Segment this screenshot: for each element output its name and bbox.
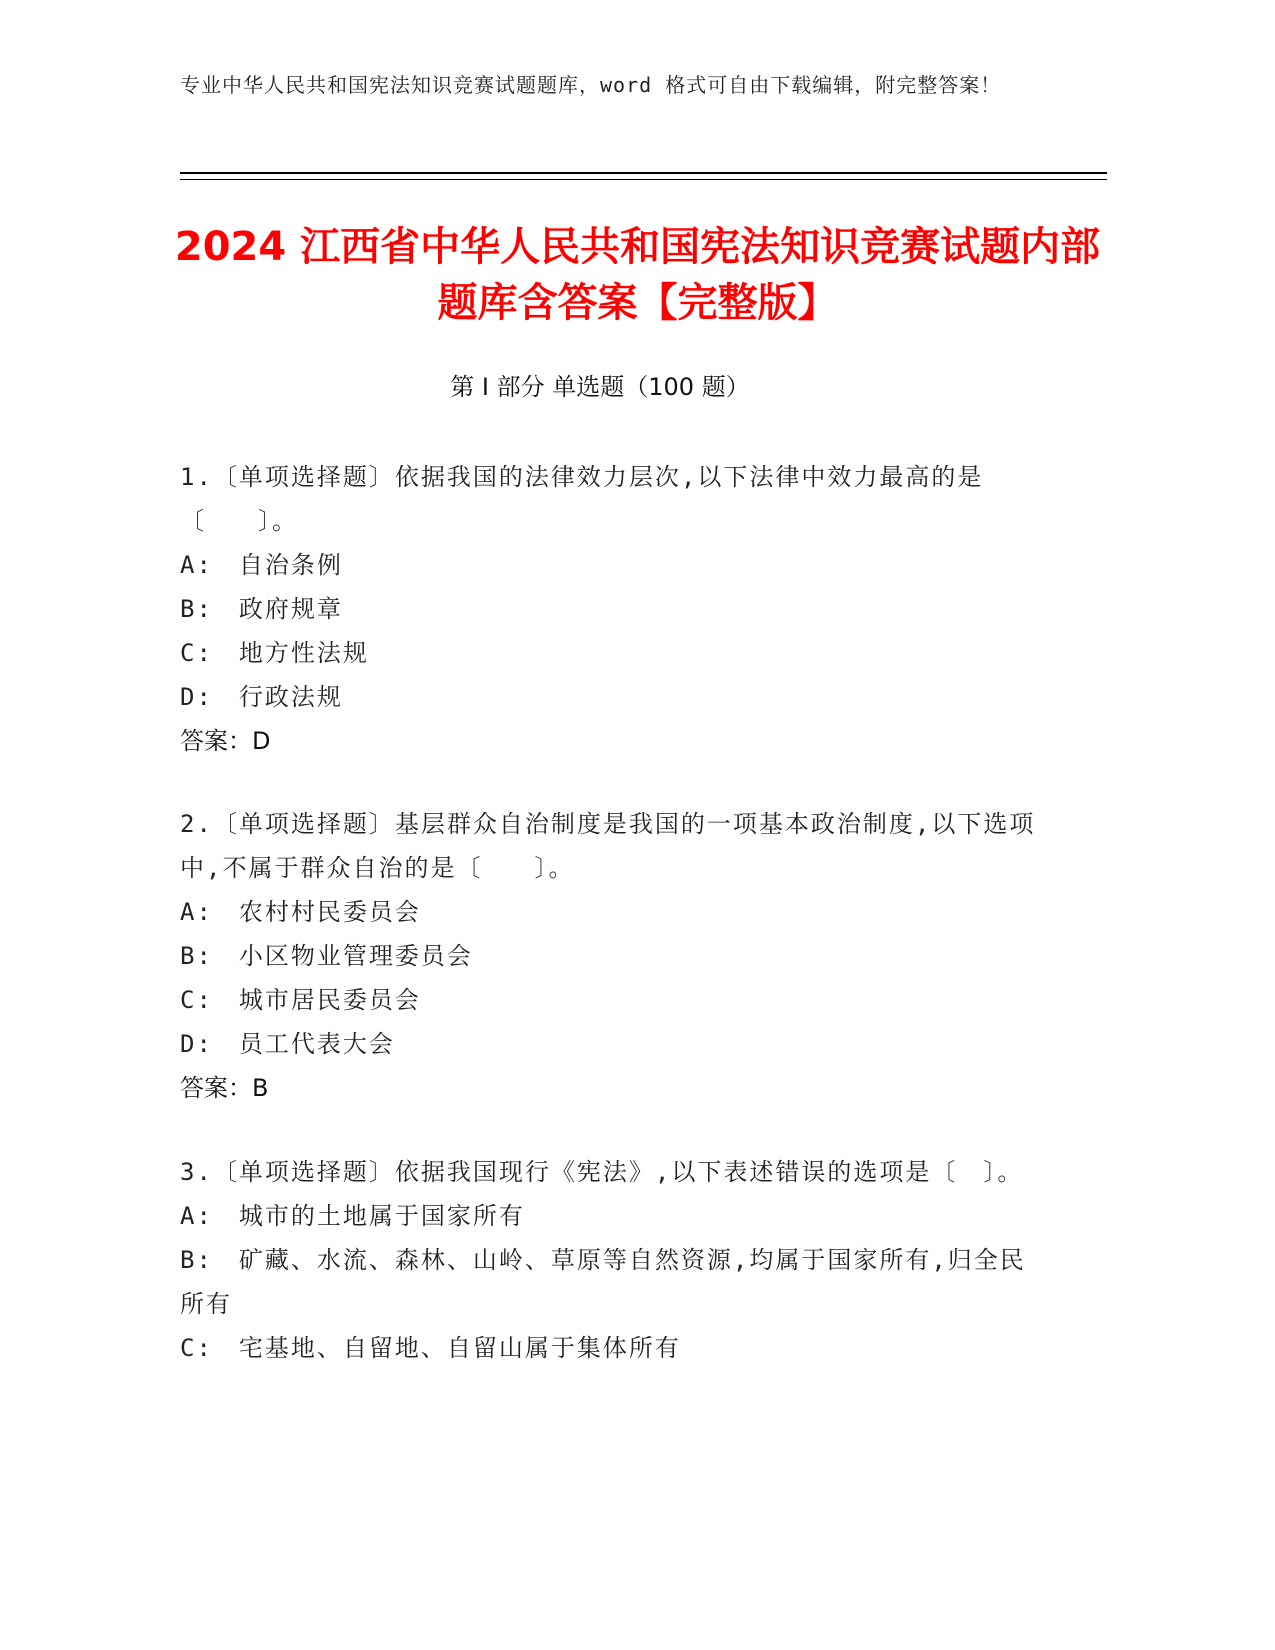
- question-stem: 1.〔单项选择题〕依据我国的法律效力层次,以下法律中效力最高的是〔 〕。: [180, 463, 984, 535]
- option-a: A: 农村村民委员会: [180, 898, 421, 926]
- option-c: C: 城市居民委员会: [180, 986, 421, 1014]
- document-title: 2024 江西省中华人民共和国宪法知识竞赛试题内部题库含答案【完整版】: [174, 224, 1101, 326]
- question-1: [180, 455, 1040, 763]
- option-b: B: 政府规章: [180, 595, 343, 623]
- answer-line: 答案：D: [180, 727, 271, 755]
- section-heading: 第 I 部分 单选题（100 题）: [450, 373, 750, 401]
- option-c: C: 地方性法规: [180, 639, 369, 667]
- question-stem: 3.〔单项选择题〕依据我国现行《宪法》,以下表述错误的选项是〔 〕。: [180, 1158, 1024, 1186]
- header-note: 专业中华人民共和国宪法知识竞赛试题题库，word 格式可自由下载编辑，附完整答案！: [180, 73, 1002, 97]
- question-2: [180, 802, 1040, 1110]
- answer-line: 答案：B: [180, 1074, 269, 1102]
- option-d: D: 行政法规: [180, 683, 343, 711]
- option-d: D: 员工代表大会: [180, 1030, 395, 1058]
- option-a: A: 城市的土地属于国家所有: [180, 1202, 525, 1230]
- option-a: A: 自治条例: [180, 551, 343, 579]
- header-divider-thick: [180, 172, 1107, 174]
- option-b: B: 小区物业管理委员会: [180, 942, 473, 970]
- question-3: [180, 1150, 1040, 1370]
- option-b: B: 矿藏、水流、森林、山岭、草原等自然资源,均属于国家所有,归全民所有: [180, 1246, 1026, 1318]
- option-c: C: 宅基地、自留地、自留山属于集体所有: [180, 1334, 681, 1362]
- header-divider-thin: [180, 179, 1107, 180]
- question-stem: 2.〔单项选择题〕基层群众自治制度是我国的一项基本政治制度,以下选项中,不属于群众自治的是〔 〕。: [180, 810, 1036, 882]
